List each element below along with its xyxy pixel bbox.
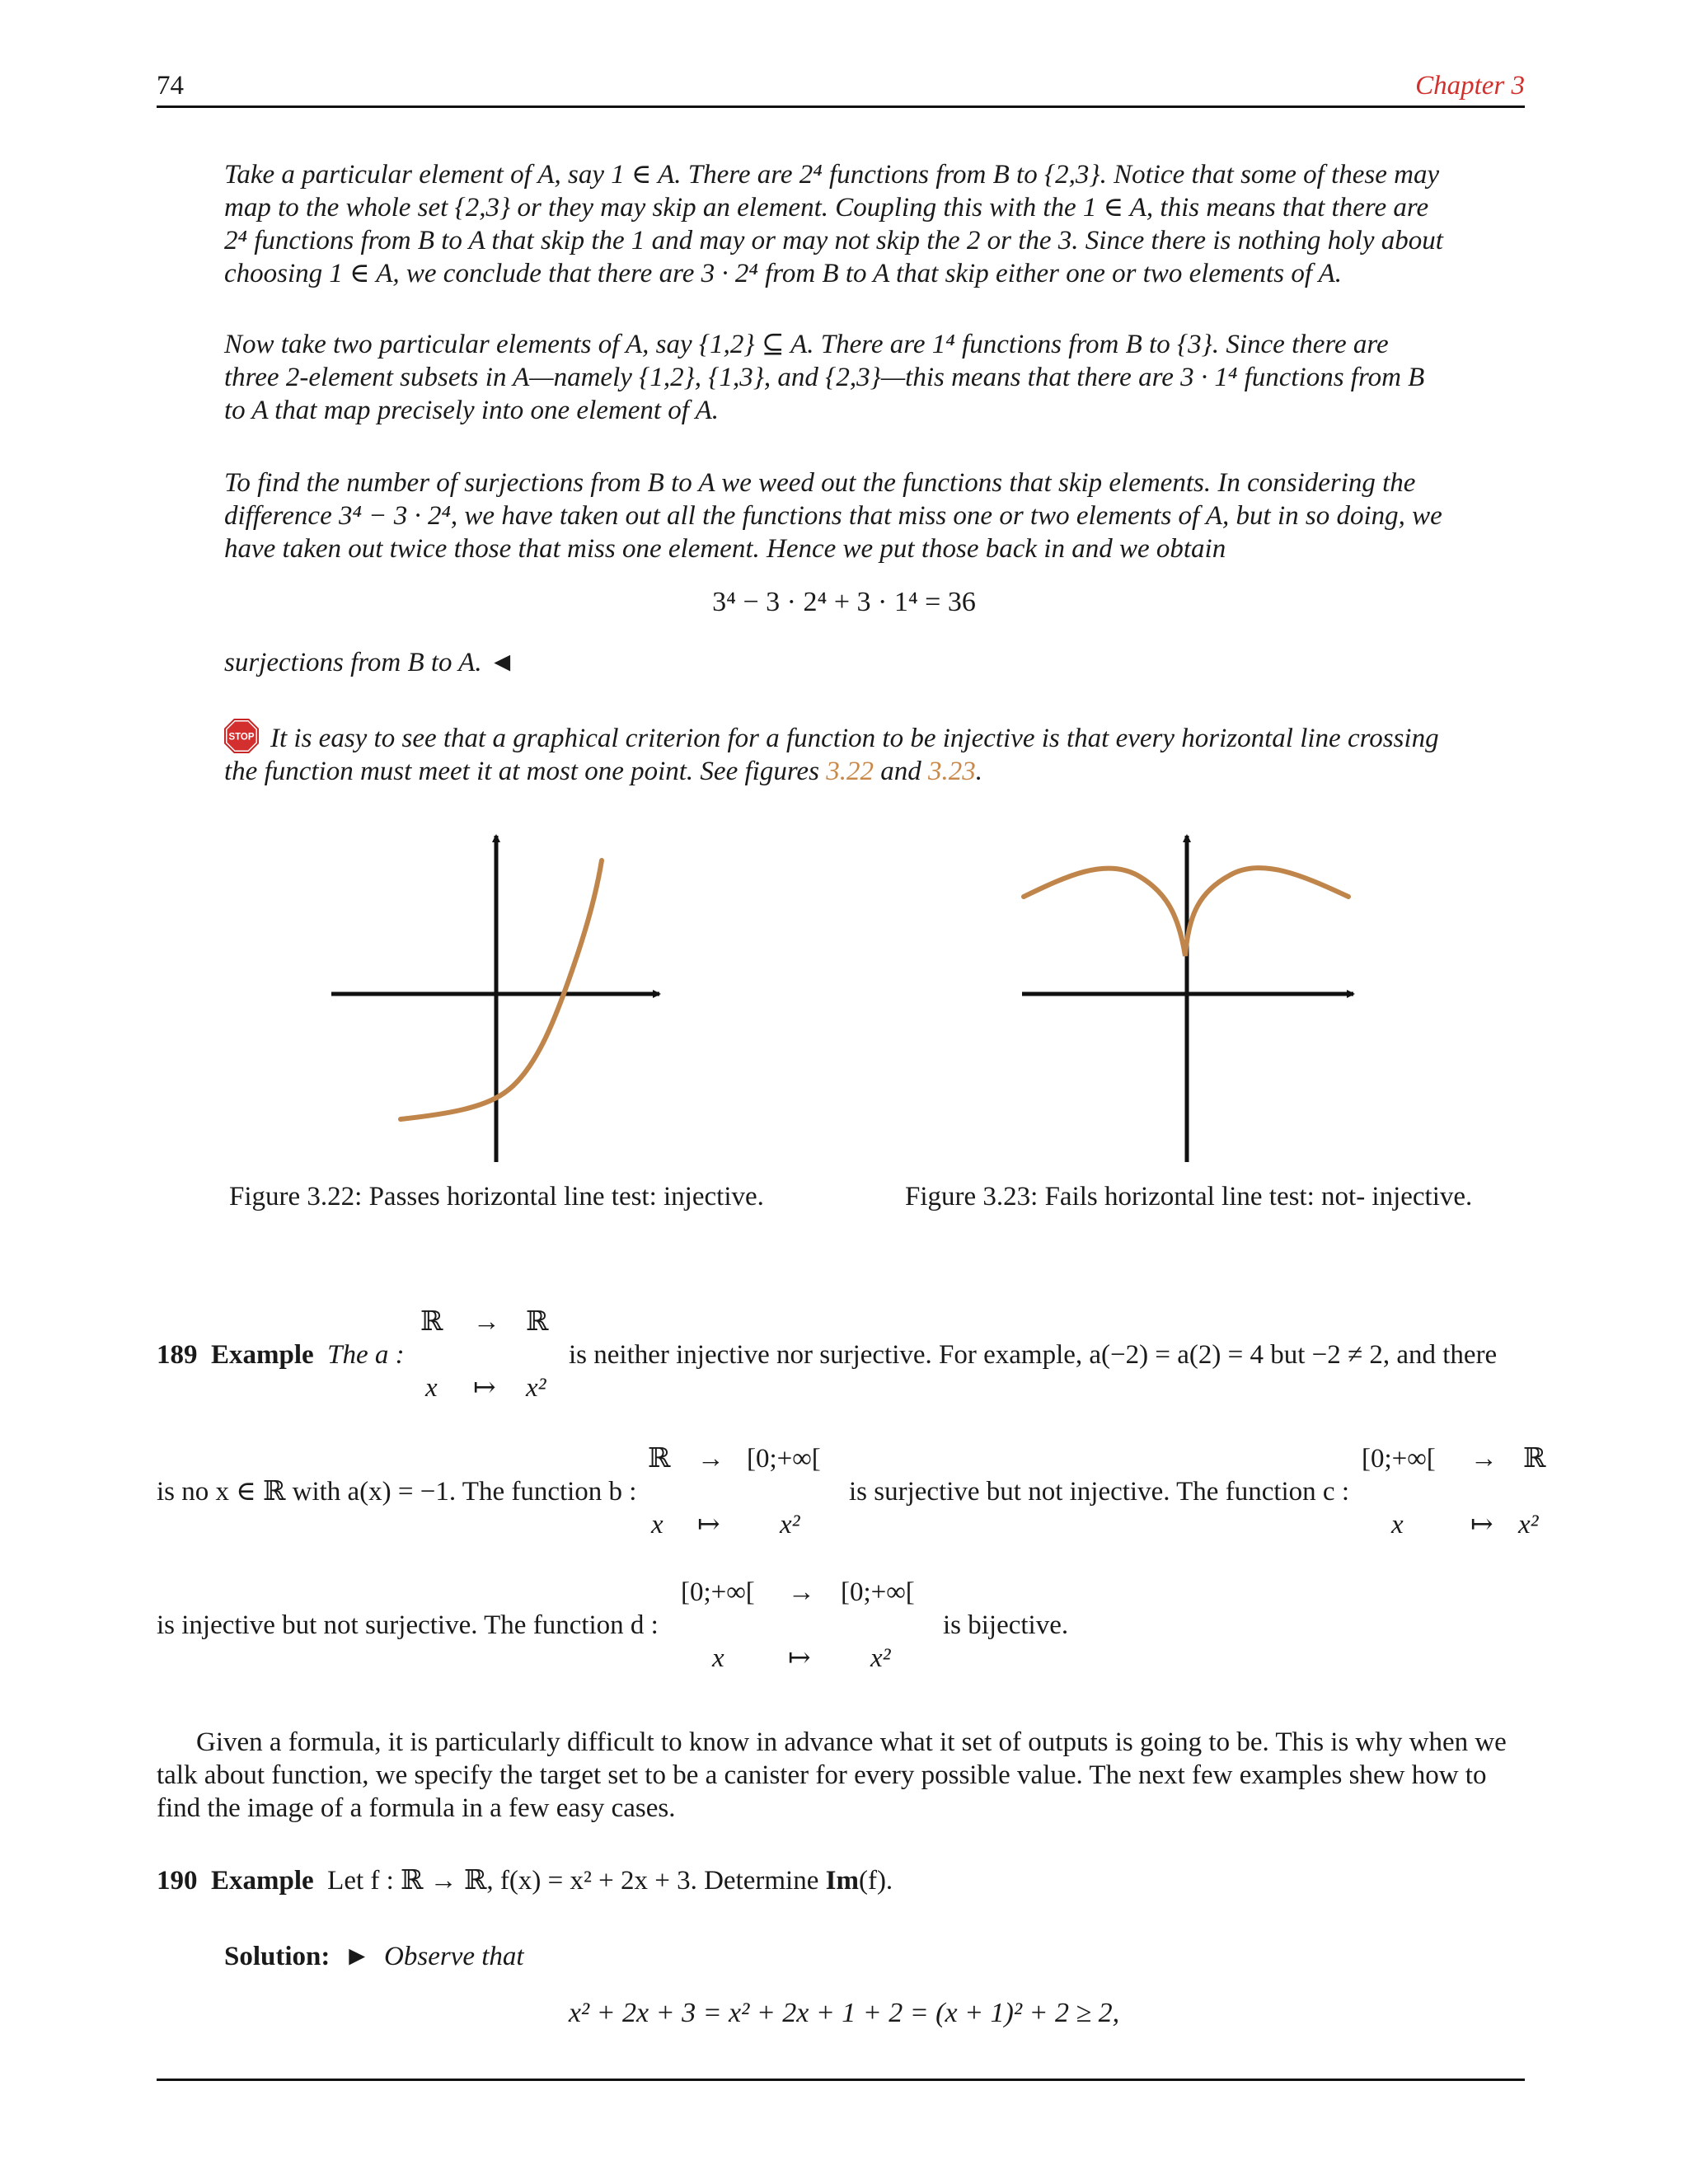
remark-text: the function must meet it at most one point. See figures [224,757,827,786]
remark-line-2 [224,755,1461,788]
map-image: x² [526,1373,546,1403]
map-variable: x [425,1373,438,1403]
equation-surjection-count: 3⁴ − 3 · 2⁴ + 3 · 1⁴ = 36 [712,587,976,617]
paragraph-line: Now take two particular elements of A, say {1,2} ⊆ A. There are 1⁴ functions from B to {3}. Since there are [224,330,1389,359]
stop-sign-icon [224,719,259,753]
image-operator: Im [825,1866,859,1896]
surjections-line: surjections from B to A. ◄ [224,648,516,677]
figure-not-injective-graph [1014,824,1368,1170]
map-arrow: → [473,1307,500,1337]
footer-rule [157,2079,1525,2081]
example-label: Example [211,1340,314,1370]
map-codomain: ℝ [526,1307,549,1337]
example-text: The a : [327,1340,405,1370]
map-domain: ℝ [420,1307,443,1337]
map-variable: x [712,1643,724,1673]
map-variable: x [1391,1510,1404,1540]
solution-text: Observe that [384,1942,524,1971]
map-image: x² [780,1510,800,1540]
example-text: is injective but not surjective. The function d : [157,1610,659,1640]
map-image: x² [870,1643,891,1673]
paragraph-line: To find the number of surjections from B to A we weed out the functions that skip elements. In considering the [224,468,1416,498]
map-mapsto: ↦ [1470,1510,1493,1540]
example-text: is no x ∈ ℝ with a(x) = −1. The function b : [157,1477,637,1507]
remark-line-1 [224,719,1461,755]
paragraph-line: 2⁴ functions from B to A that skip the 1 and may or may not skip the 2 or the 3. Since there is nothing holy about [224,226,1443,255]
remark-text: . [975,757,982,786]
paragraph-line: Given a formula, it is particularly difficult to know in advance what it set of outputs is going to be. This is why when we [196,1727,1507,1757]
map-mapsto: ↦ [473,1373,496,1403]
map-arrow: → [697,1444,724,1474]
map-domain: ℝ [648,1444,671,1474]
figure-caption: Figure 3.23: Fails horizontal line test: not- injective. [905,1182,1473,1212]
paragraph-2 [224,328,1461,427]
paragraph-line: find the image of a formula in a few easy cases. [157,1793,676,1823]
example-text: is surjective but not injective. The function c : [849,1477,1349,1507]
header-rule [157,105,1525,108]
example-190 [157,1864,893,1897]
paragraph-line: difference 3⁴ − 3 · 2⁴, we have taken out all the functions that miss one or two elements of A, but in so doing, we [224,501,1442,531]
paragraph-3 [224,466,1461,565]
map-mapsto: ↦ [788,1643,811,1673]
map-domain: [0;+∞[ [1362,1444,1436,1474]
page-number: 74 [157,71,184,101]
map-domain: [0;+∞[ [681,1577,755,1607]
example-text: Let f : ℝ → ℝ, f(x) = x² + 2x + 3. Determine [327,1866,826,1896]
example-text: is neither injective nor surjective. For example, a(−2) = a(2) = 4 but −2 ≠ 2, and there [569,1340,1498,1370]
map-codomain: [0;+∞[ [747,1444,821,1474]
map-codomain: [0;+∞[ [841,1577,915,1607]
paragraph-4 [157,1726,1525,1825]
paragraph-line: Take a particular element of A, say 1 ∈ A. There are 2⁴ functions from B to {2,3}. Notice that some of these may [224,160,1440,190]
map-variable: x [651,1510,663,1540]
map-arrow: → [788,1577,815,1607]
paragraph-line: map to the whole set {2,3} or they may skip an element. Coupling this with the 1 ∈ A, this means that there are [224,193,1429,223]
paragraph-line: choosing 1 ∈ A, we conclude that there are 3 · 2⁴ from B to A that skip either one or two elements of A. [224,259,1343,288]
figure-injective-graph [321,824,676,1170]
paragraph-1 [224,158,1461,290]
example-text: is bijective. [943,1610,1069,1640]
remark [224,719,1461,788]
figure-ref-link[interactable]: 3.22 [826,757,874,786]
example-189-heading [157,1338,405,1371]
svg-text:STOP: STOP [228,732,255,743]
map-arrow: → [1470,1444,1498,1474]
map-codomain: ℝ [1523,1444,1546,1474]
solution-label: Solution: [224,1942,331,1971]
paragraph-line: three 2-element subsets in A—namely {1,2}, {1,3}, and {2,3}—this means that there are 3 · 1⁴ functions from B [224,363,1425,392]
equation-completing-square: x² + 2x + 3 = x² + 2x + 1 + 2 = (x + 1)² + 2 ≥ 2, [568,1998,1120,2028]
solution-marker: ► [343,1942,371,1971]
solution [224,1940,524,1973]
paragraph-line: have taken out twice those that miss one element. Hence we put those back in and we obtain [224,534,1226,564]
remark-text: and [873,757,928,786]
example-text: (f). [858,1866,893,1896]
paragraph-line: to A that map precisely into one element of A. [224,396,720,425]
map-image: x² [1518,1510,1539,1540]
chapter-title: Chapter 3 [1415,71,1525,101]
example-label: Example [211,1866,314,1896]
map-mapsto: ↦ [697,1510,720,1540]
figure-ref-link[interactable]: 3.23 [927,757,976,786]
example-number: 189 [157,1340,198,1370]
figure-caption: Figure 3.22: Passes horizontal line test: injective. [229,1182,764,1212]
function-curve [401,860,602,1119]
paragraph-line: talk about function, we specify the target set to be a canister for every possible value. The next few examples shew how to [157,1760,1487,1790]
example-number: 190 [157,1866,198,1896]
remark-text: It is easy to see that a graphical criterion for a function to be injective is that every horizontal line crossing [270,724,1439,753]
